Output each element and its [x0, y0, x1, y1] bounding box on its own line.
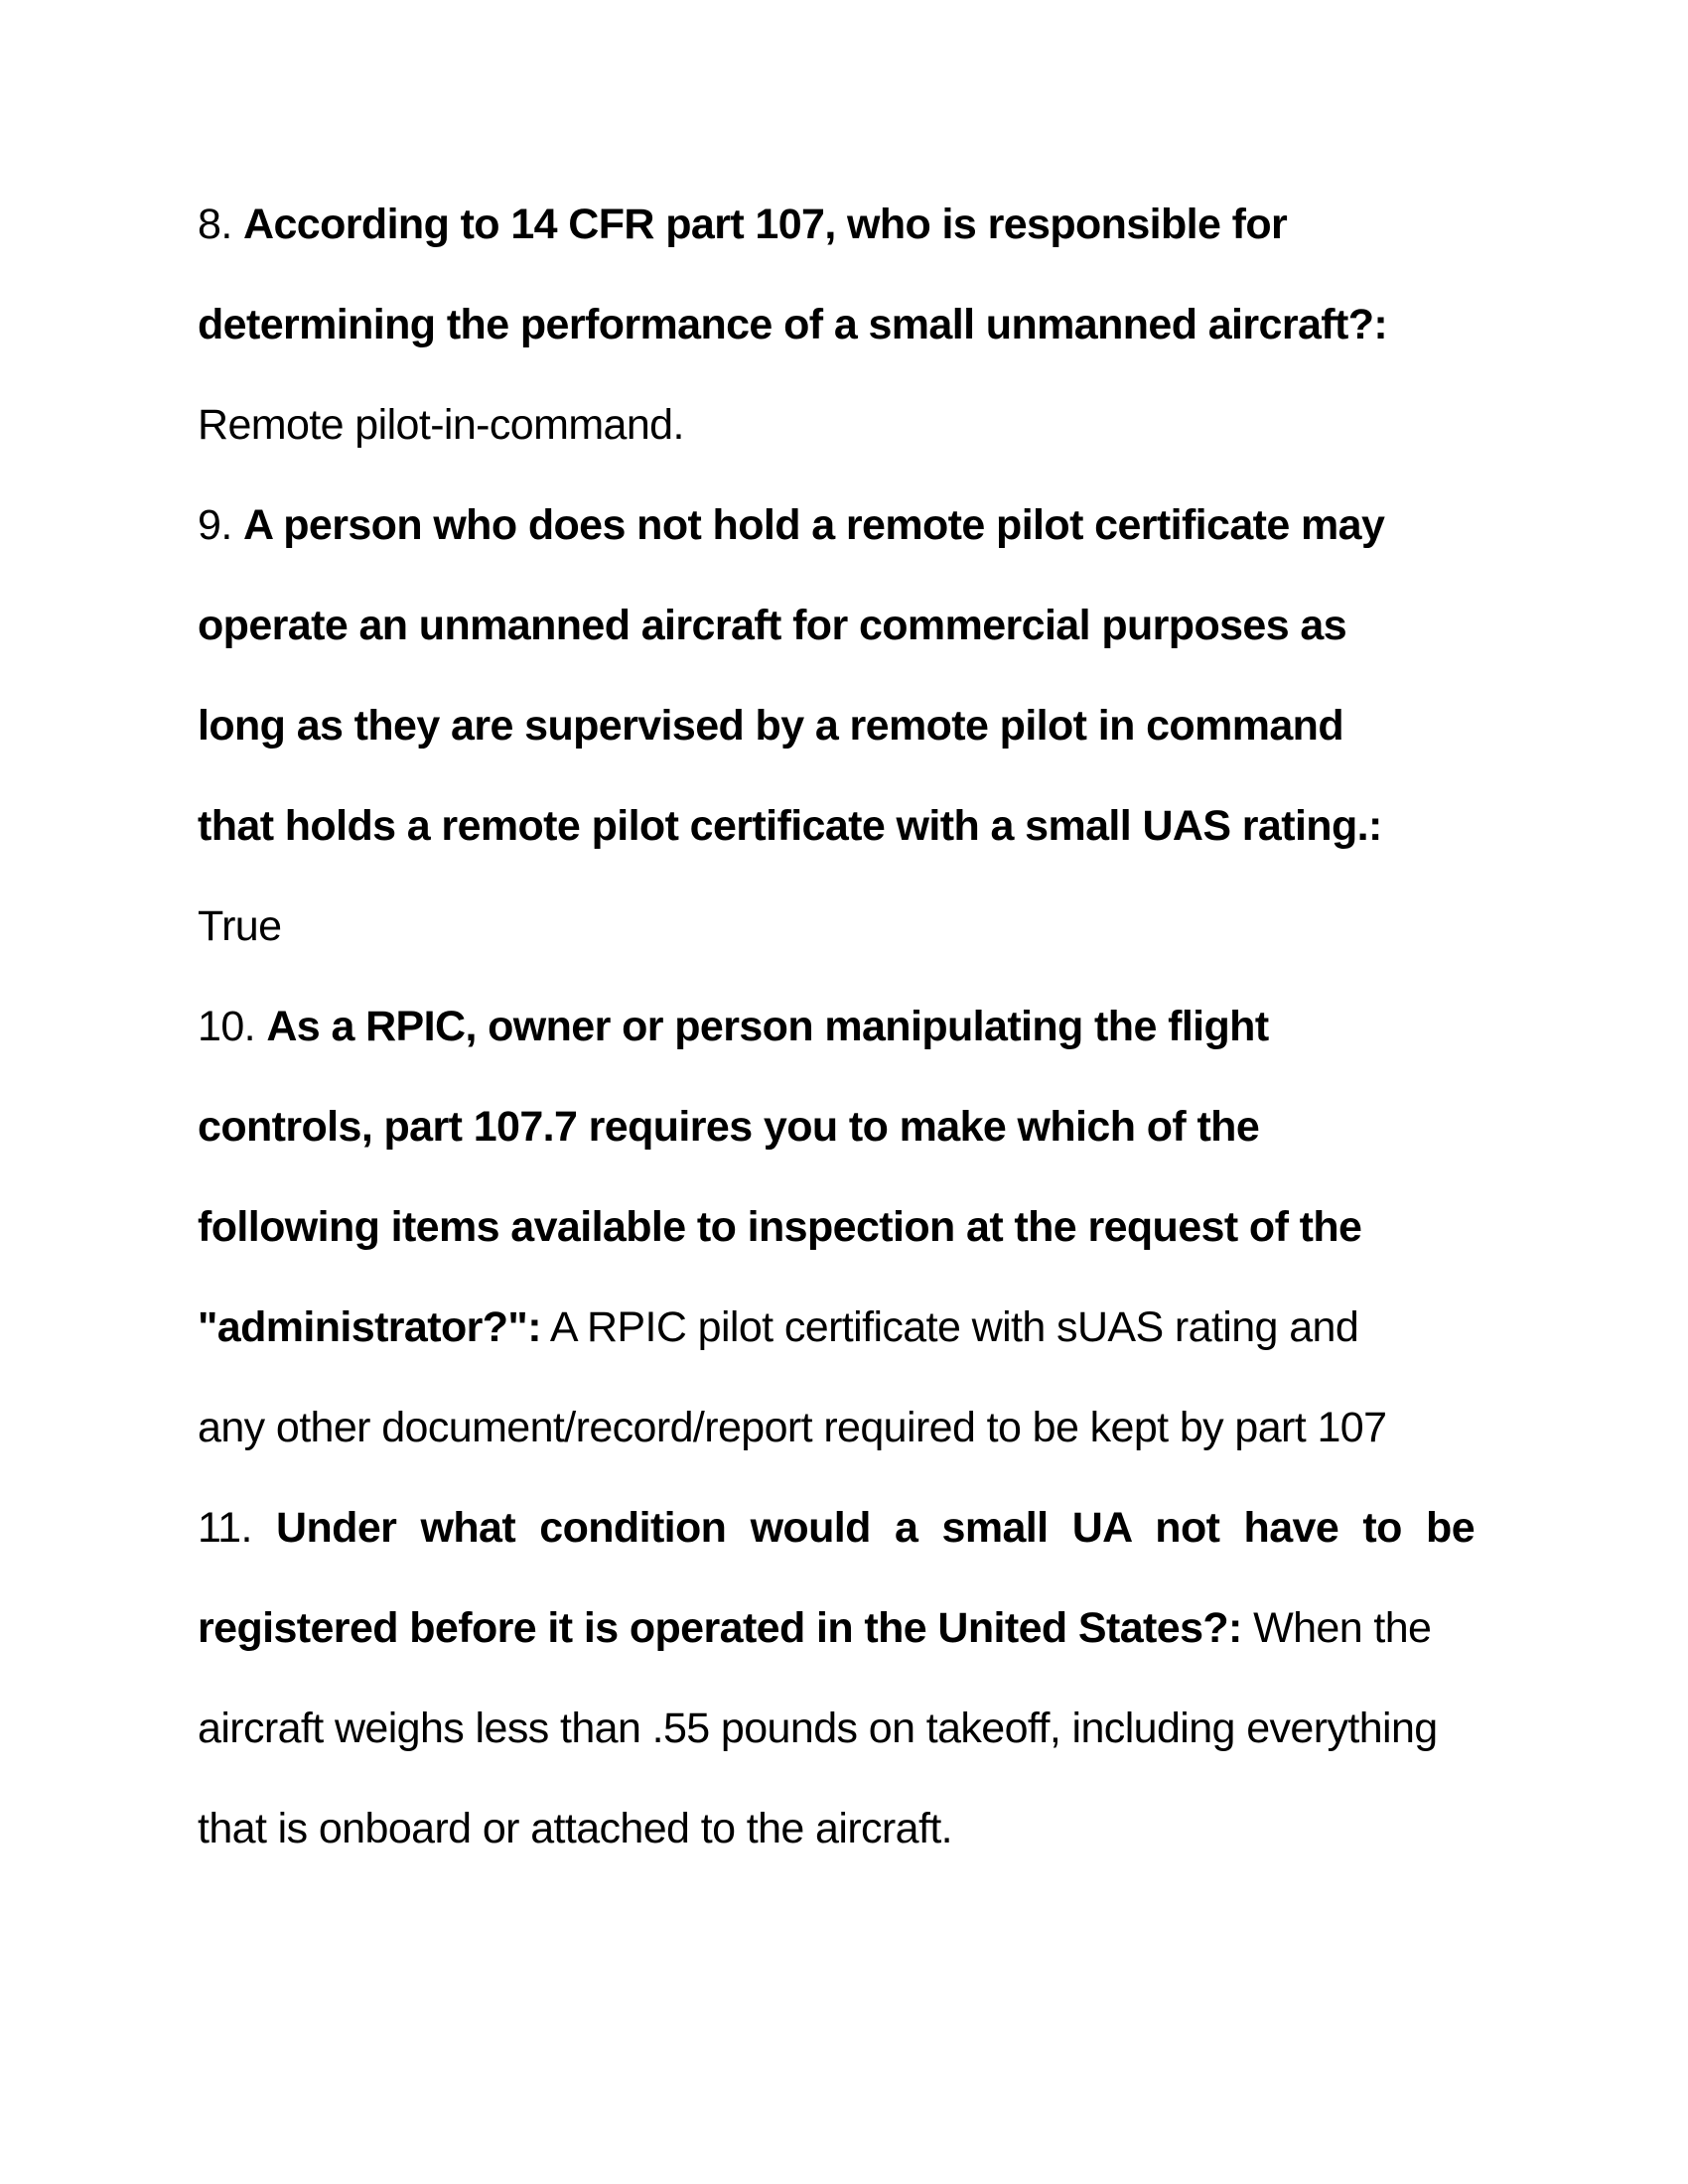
text-line	[198, 977, 1488, 1077]
question-text: A person who does not hold a remote pilot certificate may	[243, 501, 1385, 549]
question-text: "administrator?":	[198, 1303, 541, 1351]
text-line	[198, 1779, 1488, 1879]
text-line	[198, 375, 1488, 476]
question-text: controls, part 107.7 requires you to make which of the	[198, 1103, 1260, 1151]
question-text: registered before it is operated in the United States?:	[198, 1604, 1242, 1652]
answer-text: any other document/record/report required to be kept by part 107	[198, 1404, 1387, 1451]
question-text: operate an unmanned aircraft for commercial purposes as	[198, 602, 1347, 649]
answer-text: Remote pilot-in-command.	[198, 401, 684, 449]
answer-text: When the	[1241, 1604, 1432, 1652]
question-text: following items available to inspection at the request of the	[198, 1203, 1362, 1251]
question-block-11	[198, 1478, 1488, 1879]
question-block-10	[198, 977, 1488, 1478]
text-line	[198, 1177, 1488, 1278]
answer-text: A RPIC pilot certificate with sUAS rating and	[540, 1303, 1359, 1351]
question-text: Under what condition would a small UA not have to be	[276, 1504, 1475, 1552]
text-line	[198, 1278, 1488, 1378]
question-text: determining the performance of a small unmanned aircraft?:	[198, 301, 1388, 348]
question-text: According to 14 CFR part 107, who is responsible for	[243, 201, 1288, 248]
text-line	[198, 1679, 1488, 1779]
answer-text: aircraft weighs less than .55 pounds on takeoff, including everything	[198, 1705, 1438, 1752]
answer-text: that is onboard or attached to the aircraft.	[198, 1805, 953, 1852]
question-block-9	[198, 476, 1488, 977]
question-text: that holds a remote pilot certificate with a small UAS rating.:	[198, 802, 1382, 850]
text-line	[198, 275, 1488, 375]
text-line	[198, 676, 1488, 776]
text-line	[198, 877, 1488, 977]
text-line	[198, 576, 1488, 676]
question-number: 8.	[198, 201, 244, 248]
question-text: As a RPIC, owner or person manipulating the flight	[266, 1003, 1269, 1050]
document-page	[198, 175, 1488, 1879]
text-line	[198, 476, 1488, 576]
question-block-8	[198, 175, 1488, 476]
answer-text: True	[198, 902, 282, 950]
text-line	[198, 1077, 1488, 1177]
text-line	[198, 776, 1488, 877]
text-line	[198, 1378, 1488, 1478]
question-number: 10.	[198, 1003, 267, 1050]
text-line	[198, 1478, 1475, 1578]
text-line	[198, 1578, 1488, 1679]
question-number: 11.	[198, 1504, 277, 1552]
question-text: long as they are supervised by a remote pilot in command	[198, 702, 1344, 750]
text-line	[198, 175, 1488, 275]
question-number: 9.	[198, 501, 244, 549]
